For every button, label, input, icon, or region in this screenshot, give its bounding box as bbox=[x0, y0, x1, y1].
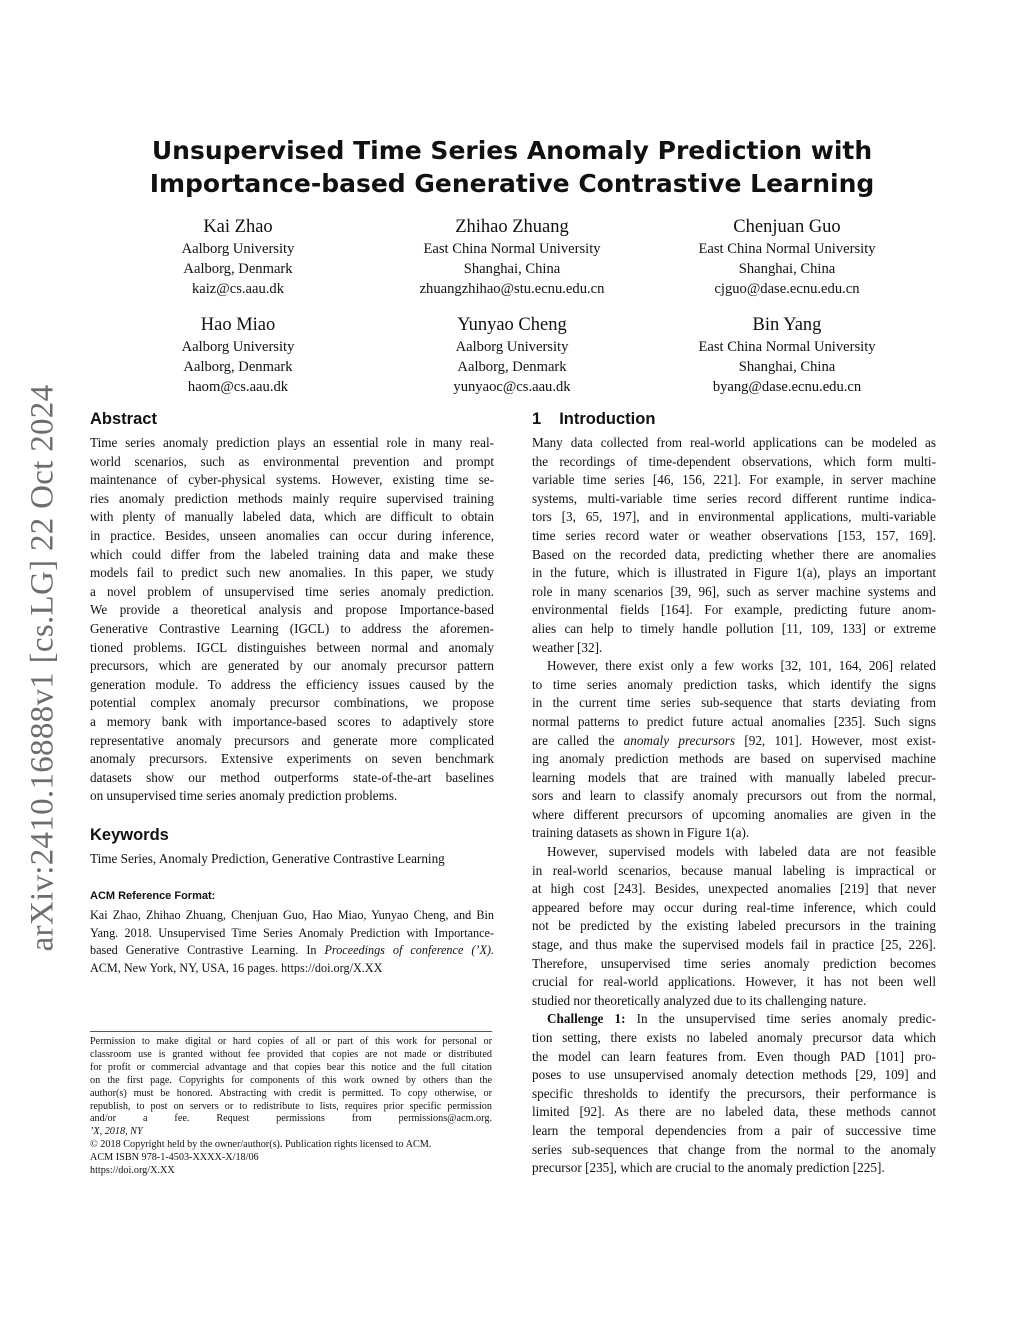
text-line: environmental fields [164]. For example, predicting future anom- bbox=[532, 602, 936, 618]
author-affiliation: Aalborg University bbox=[455, 339, 569, 355]
abstract-line: representative anomaly precursors and generate more complicated bbox=[90, 732, 494, 748]
text-line: sors and learn to classify anomaly precursors out from the normal, bbox=[532, 788, 936, 804]
author-email: cjguo@dase.ecnu.edu.cn bbox=[714, 281, 860, 297]
text-line: learning models that are trained with manually labeled precur- bbox=[532, 769, 936, 785]
text-line: weather [32]. bbox=[532, 639, 603, 655]
author-name: Kai Zhao bbox=[203, 217, 273, 237]
author-name: Chenjuan Guo bbox=[733, 217, 841, 237]
section-title: Introduction bbox=[559, 410, 656, 428]
text-line: series sub-sequences that change from the normal to the anomaly bbox=[532, 1141, 936, 1157]
footnote-venue: ’X, 2018, NY bbox=[90, 1126, 143, 1138]
acm-reference-line: Kai Zhao, Zhihao Zhuang, Chenjuan Guo, Hao Miao, Yunyao Cheng, and Bin bbox=[90, 908, 494, 922]
footnote bbox=[90, 1036, 492, 1178]
acm-reference-line: ACM, New York, NY, USA, 16 pages. https://doi.org/X.XX bbox=[90, 961, 383, 976]
text-line: Based on the recorded data, predicting whether there are anomalies bbox=[532, 546, 936, 562]
author-name: Yunyao Cheng bbox=[457, 315, 567, 335]
abstract-line: datasets show our method outperforms state-of-the-art baselines bbox=[90, 769, 494, 785]
author-affiliation: East China Normal University bbox=[698, 241, 876, 257]
abstract-line: We provide a theoretical analysis and propose Importance-based bbox=[90, 602, 494, 618]
intro-paragraph bbox=[532, 434, 936, 657]
text-line: training datasets as shown in Figure 1(a). bbox=[532, 825, 750, 841]
abstract-line: a memory bank with importance-based scores to adaptively store bbox=[90, 713, 494, 729]
author-block bbox=[647, 314, 927, 397]
intro-paragraph bbox=[532, 1010, 936, 1177]
title-line: Unsupervised Time Series Anomaly Prediction with bbox=[151, 136, 873, 165]
author-location: Shanghai, China bbox=[738, 359, 836, 375]
author-name: Zhihao Zhuang bbox=[455, 217, 569, 237]
abstract-heading: Abstract bbox=[90, 410, 157, 428]
abstract-line: in practice. Besides, unseen anomalies can occur during inference, bbox=[90, 527, 494, 543]
text-line: normal patterns to predict future actual anomalies [235]. Such signs bbox=[532, 713, 936, 729]
permission-line: Permission to make digital or hard copies of all or part of this work for personal or bbox=[90, 1036, 492, 1047]
text-line: crucial for real-world applications. However, it has not been well bbox=[532, 974, 936, 990]
text-line: stage, and thus make the supervised models fail in practice [25, 226]. bbox=[532, 937, 936, 953]
text-line: are called the anomaly precursors [92, 101]. However, most exist- bbox=[532, 732, 936, 748]
author-location: Aalborg, Denmark bbox=[457, 359, 567, 375]
footnote-rule bbox=[90, 1031, 492, 1032]
abstract-line: potential complex anomaly precursor combinations, we propose bbox=[90, 695, 494, 711]
text-line: Therefore, unsupervised time series anomaly prediction becomes bbox=[532, 955, 936, 971]
permission-line: for profit or commercial advantage and that copies bear this notice and the full citation bbox=[90, 1061, 492, 1073]
abstract-line: maintenance of cyber-physical systems. However, existing time se- bbox=[90, 472, 494, 488]
text-line: tors [3, 65, 197], and in environmental applications, multi-variable bbox=[532, 509, 936, 525]
arxiv-stamp-text: arXiv:2410.16888v1 [cs.LG] 22 Oct 2024 bbox=[24, 384, 61, 952]
author-email: yunyaoc@cs.aau.dk bbox=[453, 379, 571, 395]
paper-title bbox=[120, 134, 904, 200]
abstract-line: Time series anomaly prediction plays an essential role in many real- bbox=[90, 435, 494, 450]
footnote-doi: https://doi.org/X.XX bbox=[90, 1165, 175, 1177]
author-email: zhuangzhihao@stu.ecnu.edu.cn bbox=[419, 281, 605, 297]
text-line: precursor [235], which are crucial to the anomaly prediction [225]. bbox=[532, 1160, 885, 1176]
author-email: byang@dase.ecnu.edu.cn bbox=[712, 379, 862, 395]
text-line: the model can learn features from. Even though PAD [101] pro- bbox=[532, 1048, 936, 1064]
text-line: limited [92]. As there are no labeled data, these methods cannot bbox=[532, 1104, 936, 1120]
permission-notice bbox=[90, 1036, 492, 1126]
text-line: the recordings of time-dependent observations, which form multi- bbox=[532, 453, 936, 469]
author-email: haom@cs.aau.dk bbox=[187, 379, 289, 395]
acm-reference-line: Yang. 2018. Unsupervised Time Series Anomaly Prediction with Importance- bbox=[90, 925, 494, 940]
abstract-line: world scenarios, such as environmental prevention and prompt bbox=[90, 453, 494, 469]
author-block bbox=[98, 216, 378, 299]
text-line: variable time series [46, 156, 221]. For example, in server machine bbox=[532, 472, 936, 488]
acm-reference-line: based Generative Contrastive Learning. In Proceedings of conference (’X). bbox=[90, 943, 494, 958]
abstract-line: models fail to predict such new anomalies. In this paper, we study bbox=[90, 565, 494, 581]
abstract-line: a novel problem of unsupervised time series anomaly prediction. bbox=[90, 583, 494, 599]
abstract-line: Generative Contrastive Learning (IGCL) to address the aforemen- bbox=[90, 620, 494, 636]
footnote-isbn: ACM ISBN 978-1-4503-XXXX-X/18/06 bbox=[90, 1152, 259, 1164]
permission-line: on the first page. Copyrights for components of this work owned by others than the bbox=[90, 1074, 492, 1086]
author-affiliation: East China Normal University bbox=[698, 339, 876, 355]
abstract-line: generation module. To address the efficiency issues caused by the bbox=[90, 676, 494, 692]
permission-line: republish, to post on servers or to redistribute to lists, requires prior specific permission bbox=[90, 1100, 492, 1112]
introduction-heading bbox=[532, 409, 936, 429]
keywords-heading: Keywords bbox=[90, 826, 169, 844]
permission-line: and/or a fee. Request permissions from permissions@acm.org. bbox=[90, 1113, 492, 1125]
abstract-line: tioned problems. IGCL distinguishes between normal and anomaly bbox=[90, 639, 494, 655]
section-number: 1 bbox=[532, 410, 542, 428]
text-line: systems, multi-variable time series record different runtime indica- bbox=[532, 490, 936, 506]
acm-reference-venue: Proceedings of conference (’X). bbox=[324, 943, 494, 958]
abstract-line: which could differ from the labeled training data and make these bbox=[90, 546, 494, 562]
text-line: to time series anomaly prediction tasks, which identify the signs bbox=[532, 676, 936, 692]
author-affiliation: Aalborg University bbox=[181, 339, 295, 355]
abstract-body bbox=[90, 434, 494, 806]
permission-line: classroom use is granted without fee provided that copies are not made or distributed bbox=[90, 1048, 492, 1060]
text-line: time series record water or weather observations [153, 157, 169]. bbox=[532, 527, 936, 543]
text-line: not be predicted by the existing labeled precursors in the training bbox=[532, 918, 936, 934]
text-line: studied nor theoretically analyzed due to its challenging nature. bbox=[532, 992, 867, 1008]
author-email: kaiz@cs.aau.dk bbox=[191, 281, 285, 297]
author-name: Hao Miao bbox=[200, 315, 276, 335]
permission-line: author(s) must be honored. Abstracting with credit is permitted. To copy otherwise, or bbox=[90, 1087, 492, 1099]
text-line: specific thresholds to identify the precursors, their performance is bbox=[532, 1085, 936, 1101]
text-line: However, there exist only a few works [32, 101, 164, 206] related bbox=[547, 658, 936, 674]
author-name: Bin Yang bbox=[752, 315, 822, 335]
author-affiliation: Aalborg University bbox=[181, 241, 295, 257]
author-affiliation: East China Normal University bbox=[423, 241, 601, 257]
footnote-copyright: © 2018 Copyright held by the owner/author(s). Publication rights licensed to ACM. bbox=[90, 1139, 432, 1151]
text-line: learn the temporal dependencies from a pair of successive time bbox=[532, 1122, 936, 1138]
abstract-line: ries anomaly prediction methods mainly require supervised training bbox=[90, 490, 494, 506]
abstract-line: on unsupervised time series anomaly prediction problems. bbox=[90, 788, 398, 804]
text-line: in the current time series sub-sequence that starts deviating from bbox=[532, 695, 936, 711]
text-line: Challenge 1: In the unsupervised time series anomaly predic- bbox=[547, 1011, 937, 1027]
acm-reference-heading: ACM Reference Format: bbox=[90, 890, 216, 902]
left-column bbox=[90, 409, 494, 806]
title-line: Importance-based Generative Contrastive Learning bbox=[149, 169, 875, 198]
abstract-line: anomaly precursors. Extensive experiments on seven benchmark bbox=[90, 751, 494, 767]
author-location: Shanghai, China bbox=[738, 261, 836, 277]
text-line: role in many scenarios [39, 96], such as server machine systems and bbox=[532, 583, 936, 599]
text-line: poses to use unsupervised anomaly detection methods [29, 109] and bbox=[532, 1067, 936, 1083]
emphasis-term: anomaly precursors bbox=[623, 732, 736, 748]
text-line: However, supervised models with labeled data are not feasible bbox=[547, 844, 936, 860]
text-line: tion setting, there exists no labeled anomaly precursor data which bbox=[532, 1030, 936, 1045]
keywords-text: Time Series, Anomaly Prediction, Generative Contrastive Learning bbox=[90, 851, 445, 866]
author-block bbox=[647, 216, 927, 299]
text-line: in the future, which is illustrated in Figure 1(a), plays an important bbox=[532, 565, 936, 581]
text-line: at high cost [243]. Besides, unexpected anomalies [219] that never bbox=[532, 881, 936, 897]
abstract-line: with plenty of manually labeled data, which are difficult to obtain bbox=[90, 509, 494, 525]
author-location: Aalborg, Denmark bbox=[183, 261, 293, 277]
abstract-line: precursors, which are generated by our anomaly precursor pattern bbox=[90, 658, 494, 674]
right-column bbox=[532, 409, 936, 1178]
text-line: alies can help to timely handle pollution [11, 109, 133] or extreme bbox=[532, 620, 936, 636]
challenge-label: Challenge 1: bbox=[547, 1011, 626, 1027]
intro-paragraph bbox=[532, 843, 936, 1010]
author-block bbox=[98, 314, 378, 397]
author-location: Shanghai, China bbox=[463, 261, 561, 277]
acm-reference bbox=[90, 890, 494, 978]
intro-paragraph bbox=[532, 657, 936, 843]
text-line: in real-world scenarios, because manual labeling is impractical or bbox=[532, 862, 936, 878]
text-line: Many data collected from real-world applications can be modeled as bbox=[532, 435, 936, 450]
author-block bbox=[372, 216, 652, 299]
text-line: ing anomaly prediction methods are based on supervised machine bbox=[532, 751, 936, 767]
author-location: Aalborg, Denmark bbox=[183, 359, 293, 375]
text-line: where different precursors of upcoming anomalies are given in the bbox=[532, 806, 936, 822]
keywords-section bbox=[90, 825, 494, 869]
author-block bbox=[372, 314, 652, 397]
text-line: appeared before may occur during real-time inference, which could bbox=[532, 899, 936, 915]
